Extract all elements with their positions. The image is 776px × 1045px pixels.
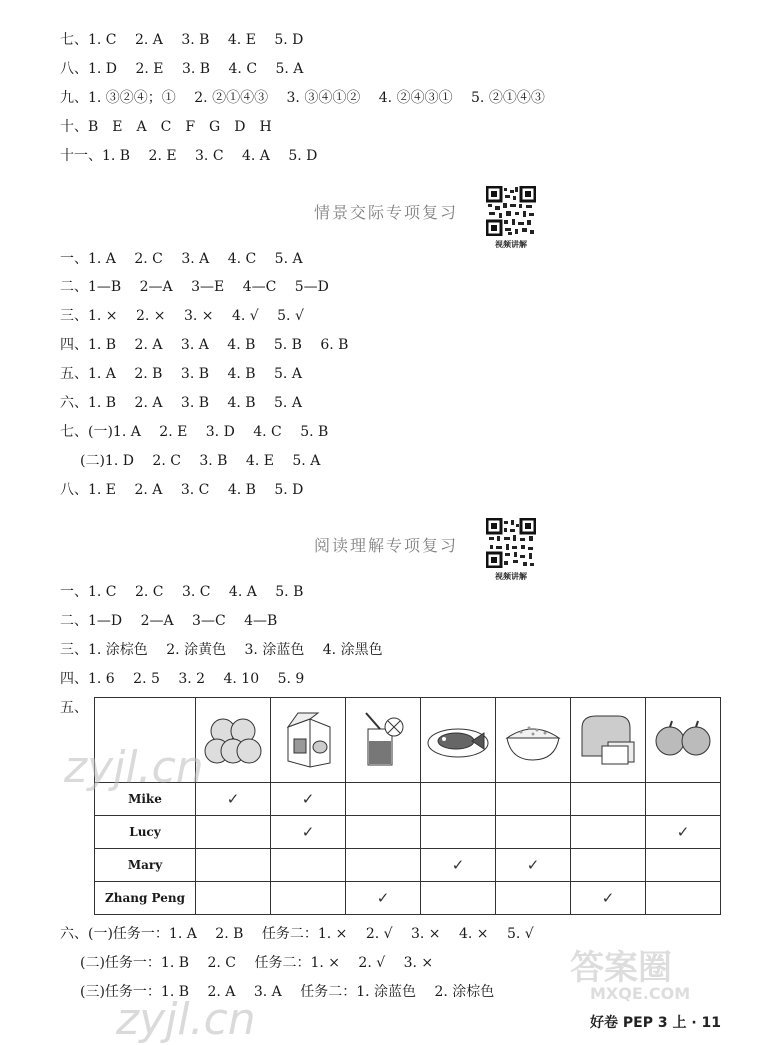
row-name: Lucy bbox=[95, 816, 196, 849]
row-name: Mary bbox=[95, 849, 196, 882]
tick-cell bbox=[196, 882, 271, 915]
s2-bottom-1: 六、(一)任务一：1. A 2. B 任务二：1. × 2. √ 3. × 4. × 5. √ bbox=[60, 926, 534, 942]
answer-line-9: 九、1. ③②④；① 2. ②①④③ 3. ③④①② 4. ②④③① 5. ②①④③ bbox=[60, 90, 545, 106]
qr-label: 视频讲解 bbox=[495, 240, 527, 249]
qr-code-icon[interactable] bbox=[486, 186, 536, 236]
qr-label: 视频讲解 bbox=[495, 572, 527, 581]
watermark-top: zyjl.cn bbox=[64, 742, 204, 793]
food-cell-fish bbox=[421, 698, 496, 783]
s1-line-5: 五、1. A 2. B 3. B 4. B 5. A bbox=[60, 366, 302, 382]
s1-line-3: 三、1. × 2. × 3. × 4. √ 5. √ bbox=[60, 308, 304, 324]
watermark-answer-circle: 答案圈 bbox=[570, 948, 672, 988]
tick-cell bbox=[346, 816, 421, 849]
s2-line-1: 一、1. C 2. C 3. C 4. A 5. B bbox=[60, 584, 304, 600]
tick-cell bbox=[421, 783, 496, 816]
watermark-site: MXQE.COM bbox=[590, 984, 691, 1003]
tick-cell bbox=[196, 816, 271, 849]
food-cell-juice bbox=[346, 698, 421, 783]
tick-cell bbox=[571, 849, 646, 882]
food-cell-rice bbox=[496, 698, 571, 783]
milk-icon bbox=[280, 709, 336, 769]
tick-cell bbox=[271, 849, 346, 882]
apples-icon bbox=[653, 717, 713, 761]
eggs-icon bbox=[203, 711, 263, 767]
s1-line-8: 八、1. E 2. A 3. C 4. B 5. D bbox=[60, 482, 304, 498]
page-footer: 好卷 PEP 3 上 · 11 bbox=[590, 1015, 721, 1031]
s2-bottom-2: (二)任务一：1. B 2. C 任务二：1. × 2. √ 3. × bbox=[80, 955, 434, 971]
row-name: Mike bbox=[95, 783, 196, 816]
s1-line-2: 二、1—B 2—A 3—E 4—C 5—D bbox=[60, 279, 329, 295]
answer-line-11: 十一、1. B 2. E 3. C 4. A 5. D bbox=[60, 148, 318, 164]
s1-line-7b: (二)1. D 2. C 3. B 4. E 5. A bbox=[80, 453, 321, 469]
watermark-bottom: zyjl.cn bbox=[116, 994, 256, 1045]
s1-line-6: 六、1. B 2. A 3. B 4. B 5. A bbox=[60, 395, 302, 411]
s2-line-3: 三、1. 涂棕色 2. 涂黄色 3. 涂蓝色 4. 涂黑色 bbox=[60, 642, 383, 658]
section-title-dialogue: 情景交际专项复习 bbox=[314, 203, 459, 222]
food-cell-apples bbox=[646, 698, 721, 783]
tick-cell bbox=[496, 816, 571, 849]
s2-table-label: 五、 bbox=[60, 700, 88, 716]
table-row bbox=[95, 816, 721, 849]
fish-icon bbox=[426, 717, 490, 761]
tick-cell bbox=[496, 882, 571, 915]
s1-line-7: 七、(一)1. A 2. E 3. D 4. C 5. B bbox=[60, 424, 329, 440]
food-cell-eggs bbox=[196, 698, 271, 783]
tick-cell bbox=[196, 849, 271, 882]
tick-cell: ✓ bbox=[571, 882, 646, 915]
tick-cell: ✓ bbox=[421, 849, 496, 882]
juice-icon bbox=[358, 709, 408, 769]
tick-cell: ✓ bbox=[271, 783, 346, 816]
food-cell-milk bbox=[271, 698, 346, 783]
table-row bbox=[95, 849, 721, 882]
table-row bbox=[95, 882, 721, 915]
tick-cell bbox=[346, 849, 421, 882]
food-table bbox=[94, 697, 721, 915]
tick-cell bbox=[271, 882, 346, 915]
answer-line-8: 八、1. D 2. E 3. B 4. C 5. A bbox=[60, 61, 304, 77]
s2-line-4: 四、1. 6 2. 5 3. 2 4. 10 5. 9 bbox=[60, 671, 305, 687]
rice-icon bbox=[501, 714, 565, 764]
section-title-reading: 阅读理解专项复习 bbox=[314, 536, 459, 555]
tick-cell bbox=[646, 849, 721, 882]
s2-line-2: 二、1—D 2—A 3—C 4—B bbox=[60, 613, 278, 629]
tick-cell bbox=[346, 783, 421, 816]
tick-cell bbox=[571, 816, 646, 849]
tick-cell bbox=[421, 816, 496, 849]
tick-cell bbox=[496, 783, 571, 816]
row-name: Zhang Peng bbox=[95, 882, 196, 915]
tick-cell bbox=[421, 882, 496, 915]
tick-cell: ✓ bbox=[271, 816, 346, 849]
tick-cell bbox=[571, 783, 646, 816]
answer-line-10: 十、B E A C F G D H bbox=[60, 119, 272, 135]
tick-cell bbox=[646, 783, 721, 816]
bread-icon bbox=[578, 712, 638, 766]
tick-cell: ✓ bbox=[196, 783, 271, 816]
tick-cell: ✓ bbox=[346, 882, 421, 915]
tick-cell: ✓ bbox=[496, 849, 571, 882]
tick-cell: ✓ bbox=[646, 816, 721, 849]
answer-line-7: 七、1. C 2. A 3. B 4. E 5. D bbox=[60, 32, 304, 48]
qr-code-icon[interactable] bbox=[486, 518, 536, 568]
s1-line-1: 一、1. A 2. C 3. A 4. C 5. A bbox=[60, 251, 303, 267]
s2-bottom-3: (三)任务一：1. B 2. A 3. A 任务二：1. 涂蓝色 2. 涂棕色 bbox=[80, 984, 495, 1000]
s1-line-4: 四、1. B 2. A 3. A 4. B 5. B 6. B bbox=[60, 337, 349, 353]
food-cell-bread bbox=[571, 698, 646, 783]
tick-cell bbox=[646, 882, 721, 915]
